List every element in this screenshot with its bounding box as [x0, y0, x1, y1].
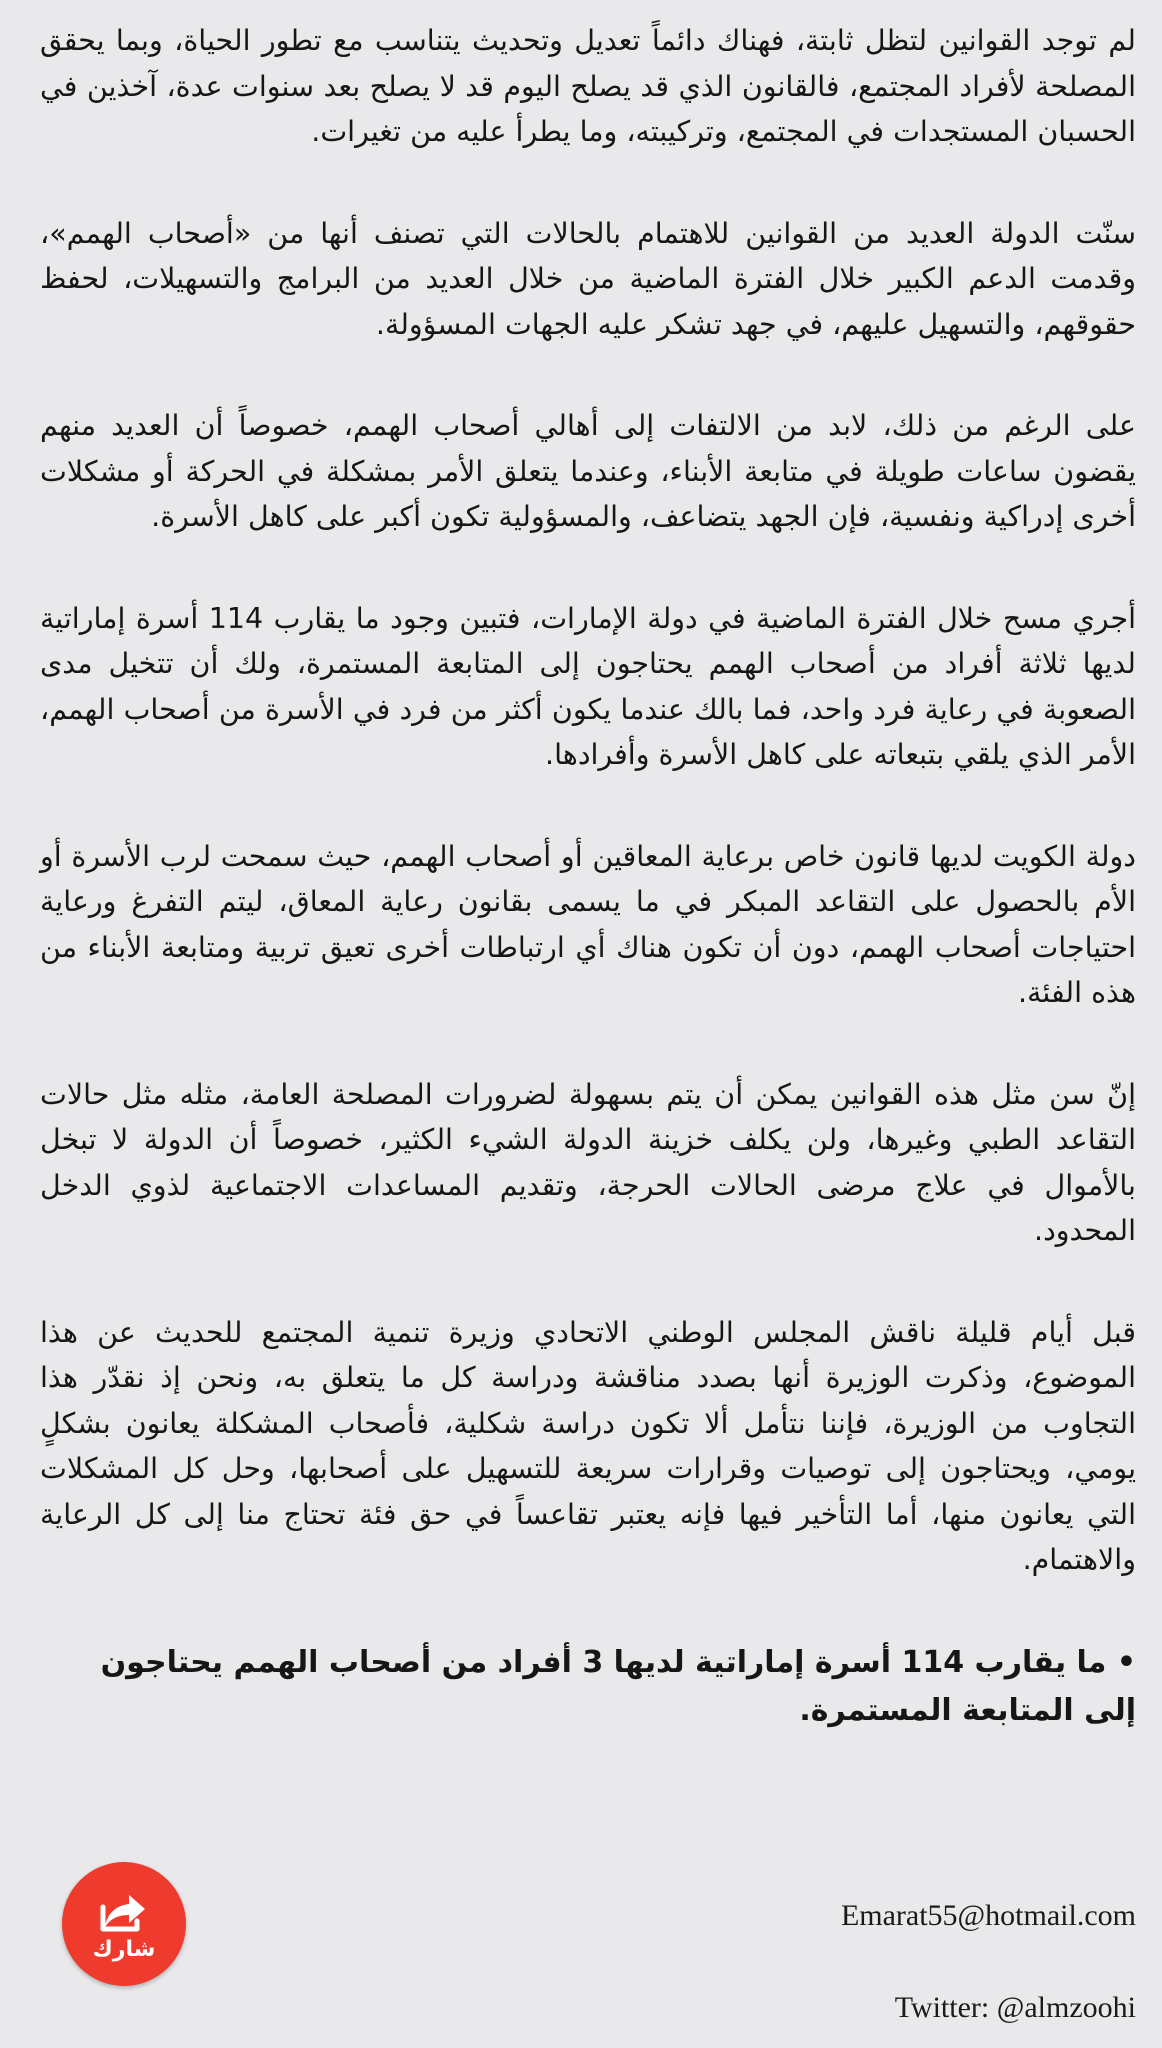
article-paragraph-3: على الرغم من ذلك، لابد من الالتفات إلى أهالي أصحاب الهمم، خصوصاً أن العديد منهم يقضون ساعات طويلة في متابعة الأبناء، وعندما يتعلق الأمر بمشكلة في الحركة أو مشكلات أخرى إدراكية ونفسية، فإن الجهد يتضاعف، والمسؤولية تكون أكبر على كاهل الأسرة.: [40, 409, 1136, 533]
share-button[interactable]: [62, 1862, 186, 1986]
author-email[interactable]: Emarat55@hotmail.com: [840, 1899, 1136, 1932]
article-paragraph-1: لم توجد القوانين لتظل ثابتة، فهناك دائماً تعديل وتحديث يتناسب مع تطور الحياة، وبما يحقق المصلحة لأفراد المجتمع، فالقانون الذي قد يصلح اليوم قد لا يصلح بعد سنوات عدة، آخذين في الحسبان المستجدات في المجتمع، وتركيبته، وما يطرأ عليه من تغيرات.: [40, 24, 1136, 148]
share-label: شارك: [92, 1937, 156, 1962]
article-paragraph-6: إنّ سن مثل هذه القوانين يمكن أن يتم بسهولة لضرورات المصلحة العامة، مثله مثل حالات التقاعد الطبي وغيرها، ولن يكلف خزينة الدولة الشيء الكثير، خصوصاً أن الدولة لا تبخل بالأموال في علاج مرضى الحالات الحرجة، وتقديم المساعدات الاجتماعية لذوي الدخل المحدود.: [40, 1077, 1136, 1247]
share-arrow-icon: [99, 1891, 149, 1933]
article-paragraph-5: دولة الكويت لديها قانون خاص برعاية المعاقين أو أصحاب الهمم، حيث سمحت لرب الأسرة أو الأم بالحصول على التقاعد المبكر في ما يسمى بقانون رعاية المعاق، ليتم التفرغ ورعاية احتياجات أصحاب الهمم، دون أن تكون هناك أي ارتباطات أخرى تعيق تربية ومتابعة الأبناء من هذه الفئة.: [40, 839, 1136, 1009]
article-paragraph-2: سنّت الدولة العديد من القوانين للاهتمام بالحالات التي تصنف أنها من «أصحاب الهمم»، وقدمت الدعم الكبير خلال الفترة الماضية من خلال العديد من البرامج والتسهيلات، لحفظ حقوقهم، والتسهيل عليهم، في جهد تشكر عليه الجهات المسؤولة.: [40, 216, 1136, 341]
article-paragraph-4: أجري مسح خلال الفترة الماضية في دولة الإمارات، فتبين وجود ما يقارب 114 أسرة إماراتية لديها ثلاثة أفراد من أصحاب الهمم يحتاجون إلى المتابعة المستمرة، ولك أن تتخيل مدى الصعوبة في رعاية فرد واحد، فما بالك عندما يكون أكثر من فرد في الأسرة من أصحاب الهمم، الأمر الذي يلقي بتبعاته على كاهل الأسرة وأفرادها.: [40, 601, 1137, 771]
article-body: [40, 18, 1136, 1735]
article-paragraph-7: قبل أيام قليلة ناقش المجلس الوطني الاتحادي وزيرة تنمية المجتمع للحديث عن هذا الموضوع، وذكرت الوزيرة أنها بصدد مناقشة ودراسة كل ما يتعلق به، ونحن إذ نقدّر هذا التجاوب من الوزيرة، فإننا نتأمل ألا تكون دراسة شكلية، فأصحاب المشكلة يعانون بشكلٍ يومي، ويحتاجون إلى توصيات وقرارات سريعة للتسهيل على أصحابها، وحل كل المشكلات التي يعانون منها، أما التأخير فيها فإنه يعتبر تقاعساً في حق فئة تحتاج منا إلى كل الرعاية والاهتمام.: [40, 1315, 1136, 1576]
article-highlight: • ما يقارب 114 أسرة إماراتية لديها 3 أفراد من أصحاب الهمم يحتاجون إلى المتابعة المستمرة.: [100, 1644, 1136, 1728]
author-twitter[interactable]: Twitter: @almzoohi: [894, 1991, 1136, 2024]
